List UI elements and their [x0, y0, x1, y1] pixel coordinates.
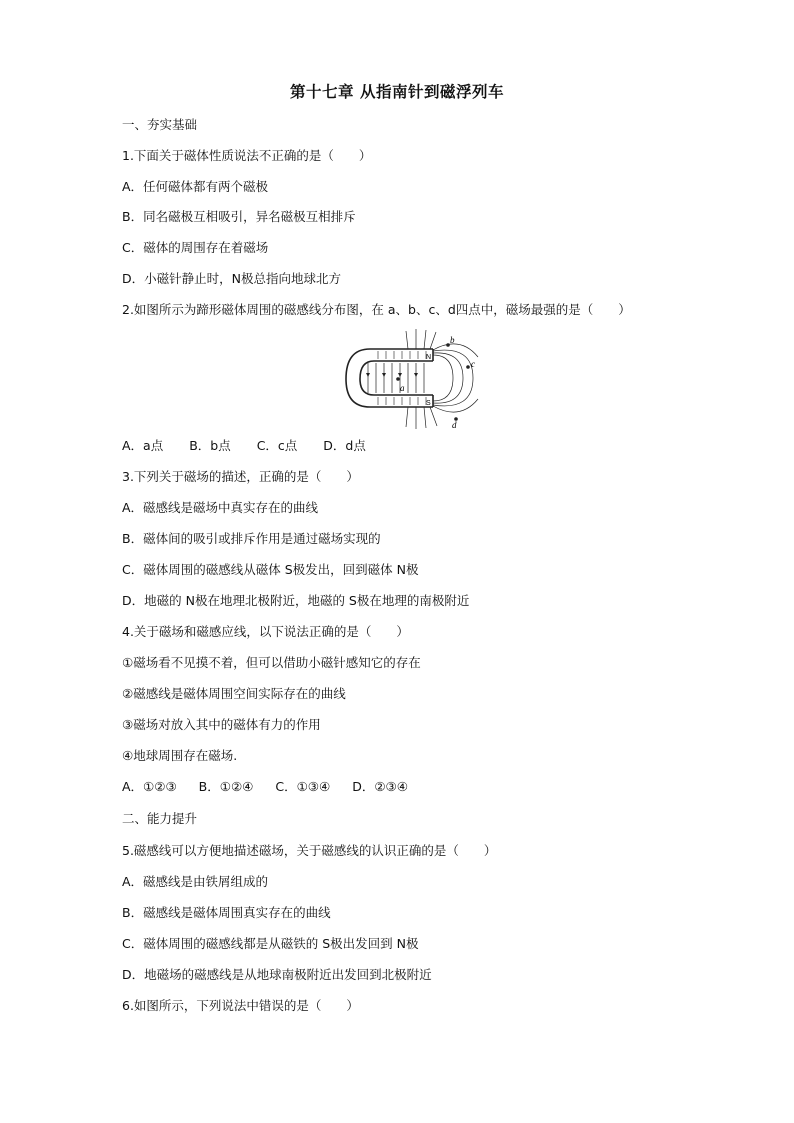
question-5-stem: 5.磁感线可以方便地描述磁场，关于磁感线的认识正确的是（ ）	[122, 843, 497, 858]
question-4-statement-2: ②磁感线是磁体周围空间实际存在的曲线	[122, 686, 346, 701]
question-4-statement-3: ③磁场对放入其中的磁体有力的作用	[122, 717, 321, 732]
question-4-option-d: D．②③④	[352, 779, 408, 794]
question-3-option-c: C．磁体周围的磁感线从磁体 S极发出，回到磁体 N极	[122, 562, 419, 577]
question-1-option-b: B．同名磁极互相吸引，异名磁极互相排斥	[122, 209, 356, 224]
question-6-stem: 6.如图所示，下列说法中错误的是（ ）	[122, 998, 359, 1013]
question-4-options	[122, 778, 408, 796]
question-5-option-b: B．磁感线是磁体周围真实存在的曲线	[122, 905, 331, 920]
question-4-stem: 4.关于磁场和磁感应线，以下说法正确的是（ ）	[122, 624, 409, 639]
question-1-option-d: D．小磁针静止时，N极总指向地球北方	[122, 271, 341, 286]
question-4-option-a: A．①②③	[122, 779, 177, 794]
question-3-option-b: B．磁体间的吸引或排斥作用是通过磁场实现的	[122, 531, 381, 546]
question-5-option-c: C．磁体周围的磁感线都是从磁铁的 S极出发回到 N极	[122, 936, 419, 951]
label-b: b	[450, 335, 455, 345]
question-4-statement-1: ①磁场看不见摸不着，但可以借助小磁针感知它的存在	[122, 655, 421, 670]
question-4-option-b: B．①②④	[198, 779, 254, 794]
point-a-marker	[396, 377, 400, 381]
section-heading-basic: 一、夯实基础	[122, 117, 198, 132]
question-2-option-d: D．d点	[323, 438, 366, 453]
label-n-pole: N	[426, 354, 432, 361]
question-2-stem: 2.如图所示为蹄形磁体周围的磁感线分布图，在 a、b、c、d四点中，磁场最强的是（ ）	[122, 302, 631, 317]
label-a: a	[400, 383, 405, 393]
question-4-statement-4: ④地球周围存在磁场.	[122, 748, 238, 763]
question-3-option-d: D．地磁的 N极在地理北极附近，地磁的 S极在地理的南极附近	[122, 593, 470, 608]
question-3-option-a: A．磁感线是磁场中真实存在的曲线	[122, 500, 319, 515]
horseshoe-magnet-field-figure	[338, 327, 488, 431]
label-c: c	[471, 359, 475, 369]
label-d: d	[452, 420, 457, 430]
question-1-option-a: A．任何磁体都有两个磁极	[122, 179, 269, 194]
question-5-option-d: D．地磁场的磁感线是从地球南极附近出发回到北极附近	[122, 967, 432, 982]
page-title: 第十七章 从指南针到磁浮列车	[290, 83, 504, 101]
question-1-stem: 1.下面关于磁体性质说法不正确的是（ ）	[122, 148, 372, 163]
label-s-pole: S	[426, 400, 431, 407]
question-4-option-c: C．①③④	[275, 779, 331, 794]
section-heading-advanced: 二、能力提升	[122, 811, 198, 826]
question-1-option-c: C．磁体的周围存在着磁场	[122, 240, 269, 255]
question-2-option-c: C．c点	[256, 438, 298, 453]
question-3-stem: 3.下列关于磁场的描述，正确的是（ ）	[122, 469, 359, 484]
point-c-marker	[466, 365, 470, 369]
question-2-option-b: B．b点	[189, 438, 231, 453]
question-2-option-a: A．a点	[122, 438, 164, 453]
question-2-options	[122, 437, 366, 455]
question-5-option-a: A．磁感线是由铁屑组成的	[122, 874, 269, 889]
